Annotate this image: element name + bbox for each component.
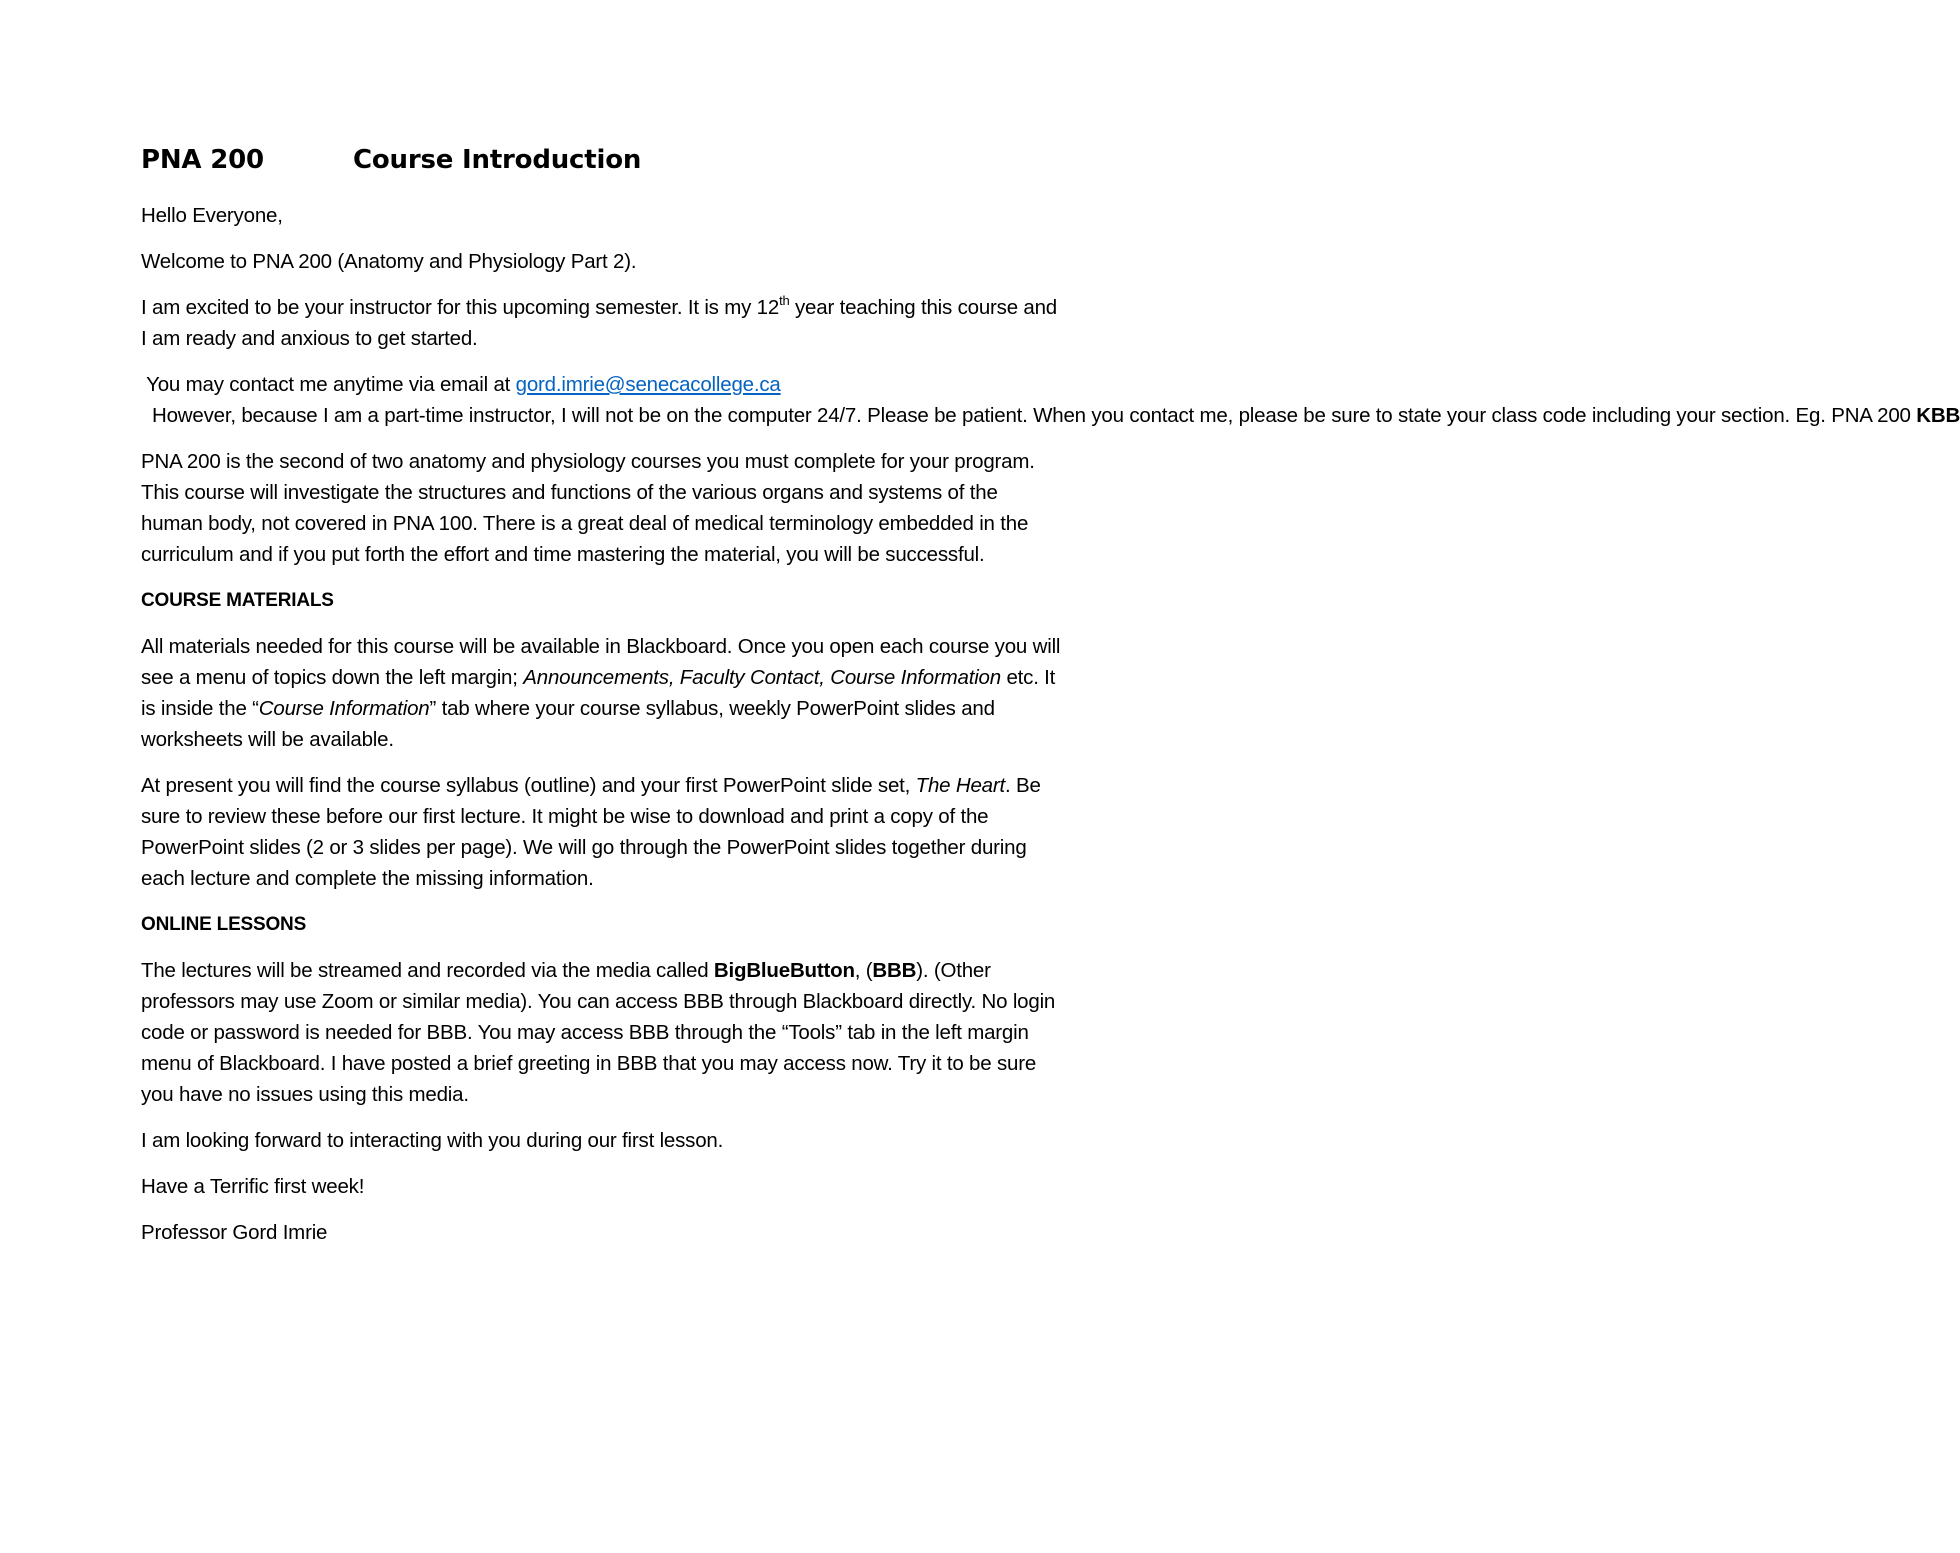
email-link[interactable]: gord.imrie@senecacollege.ca — [515, 373, 781, 396]
bigbluebutton-name: BigBlueButton — [713, 959, 855, 982]
materials-text-3: ” tab where your course syllabus, weekly PowerPoint slides and worksheets will be available. — [141, 697, 995, 751]
signature: Professor Gord Imrie — [141, 1221, 328, 1244]
online-lessons-heading: ONLINE LESSONS — [141, 914, 307, 935]
bbb-abbreviation: BBB — [872, 959, 917, 982]
intro-text-2: year teaching this course and I am ready and anxious to get started. — [141, 296, 1058, 350]
title-heading: Course Introduction — [353, 145, 642, 175]
intro-paragraph — [141, 292, 1061, 354]
online-text-2: , ( — [854, 959, 873, 982]
materials-text-4: At present you will find the course syllabus (outline) and your first PowerPoint slide set, — [141, 774, 916, 797]
materials-text-5: . Be sure to review these before our first lecture. It might be wise to download and print a copy of the PowerPoint slides (2 or 3 slides per page). We will go through the PowerPoint slides together during each lecture and complete the missing information. — [141, 774, 1041, 890]
online-text-1: The lectures will be streamed and recorded via the media called — [141, 959, 714, 982]
contact-text-2: However, because I am a part-time instructor, I will not be on the computer 24/7. Please be patient. When you contact me, please be sure to state your class code including your section. Eg. PNA 200 — [141, 404, 1917, 427]
materials-heading: COURSE MATERIALS — [141, 590, 334, 611]
materials-paragraph-2 — [141, 770, 1061, 894]
materials-text-1: All materials needed for this course will be available in Blackboard. Once you open each course you will see a menu of topics down the left margin; — [141, 635, 1061, 689]
ordinal-suffix: th — [779, 293, 790, 309]
slide-set-name: The Heart — [915, 774, 1006, 797]
closing-paragraph: I am looking forward to interacting with you during our first lesson. — [141, 1129, 724, 1152]
sign-off: Have a Terrific first week! — [141, 1175, 365, 1198]
intro-text-1: I am excited to be your instructor for this upcoming semester. It is my 12 — [141, 296, 780, 319]
greeting: Hello Everyone, — [141, 204, 283, 227]
materials-text-2: etc. It is inside the “ — [141, 666, 1056, 720]
contact-text-1: You may contact me anytime via email at — [141, 373, 516, 396]
contact-paragraph — [141, 369, 1960, 431]
section-code: KBB — [1916, 404, 1960, 427]
materials-paragraph-1 — [141, 631, 1061, 755]
welcome-paragraph: Welcome to PNA 200 (Anatomy and Physiology Part 2). — [141, 250, 637, 273]
menu-topics: Announcements, Faculty Contact, Course Information — [523, 666, 1001, 689]
course-code: PNA 200 — [141, 145, 264, 175]
page-title — [141, 140, 1061, 180]
course-information-tab-name: Course Information — [258, 697, 430, 720]
online-lessons-paragraph — [141, 955, 1061, 1110]
document-page — [141, 140, 1960, 1263]
online-text-3: ). (Other professors may use Zoom or similar media). You can access BBB through Blackboard directly. No login code or password is needed for BBB. You may access BBB through the “Tools” tab in the left margin menu of Blackboard. I have posted a brief greeting in BBB that you may access now. Try it to be sure you have no issues using this media. — [141, 959, 1056, 1106]
course-description-paragraph: PNA 200 is the second of two anatomy and physiology courses you must complete for your program. This course will investigate the structures and functions of the various organs and systems of the human body, not covered in PNA 100. There is a great deal of medical terminology embedded in the curriculum and if you put forth the effort and time mastering the material, you will be successful. — [141, 450, 1035, 566]
